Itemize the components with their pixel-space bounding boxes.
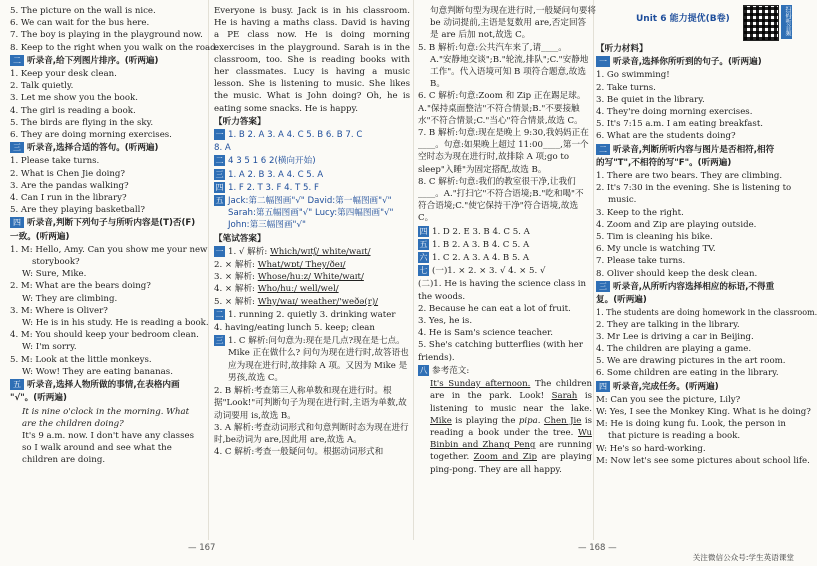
- answer-row: [214, 155, 410, 167]
- column-divider: [413, 0, 414, 540]
- text-line: 5. It's 7:15 a.m. I am eating breakfast.: [596, 119, 764, 130]
- section-number-badge: 二: [215, 156, 224, 166]
- answer-row: [214, 129, 410, 141]
- text-line: 6. What are the students doing?: [596, 131, 736, 142]
- section-1-heading: [596, 56, 792, 68]
- section-title: 听录音,选择人物所做的事情,在表格内画: [27, 380, 180, 391]
- dialogue-line: M: Can you see the picture, Lily?: [596, 394, 741, 405]
- essay-phrase: are playing ping-pong. They are all happy.: [430, 452, 592, 475]
- answer-text: 3. × 解析:: [214, 272, 258, 283]
- section-number-badge: 一: [215, 246, 224, 256]
- answer-line: [214, 283, 410, 295]
- answer-text: 句意判断句型为现在进行时,一般疑问句要将: [430, 6, 597, 16]
- section-number-badge: 三: [10, 142, 24, 153]
- text-line: 8. Keep to the right when you walk on the road.: [10, 42, 219, 53]
- answer-row: [418, 252, 592, 264]
- answer-row: [418, 265, 592, 277]
- answer-text: 1. √ 解析:: [228, 246, 270, 257]
- answer-text: 1. C 解析:问句意为:现在是几点?现在是七点。Mike 正在做什么? 问句为现在进行时,故答语也应为现在进行时,故排除 A 项。又因为 Mike 是男孩,故选 C。: [228, 336, 409, 383]
- section-number-badge: 八: [419, 365, 428, 375]
- text-line: 5. The picture on the wall is nice.: [10, 6, 156, 16]
- text-line: 7. The boy is playing in the playground now.: [10, 30, 203, 41]
- dialogue-line: 2. M: What are the bears doing?: [10, 281, 151, 292]
- answer-line: [214, 259, 410, 271]
- section-number-badge: 五: [215, 196, 224, 206]
- text-line: music.: [608, 195, 637, 206]
- essay-phrase: Wu Binbin and Zhang Peng: [430, 427, 593, 451]
- section-4-heading: [596, 381, 792, 393]
- answer-text: 5. × 解析:: [214, 296, 258, 307]
- answer-text: 5. B 解析:句意:公共汽车来了,请____。: [418, 42, 567, 53]
- text-line: 2. They are talking in the library.: [596, 319, 740, 330]
- section-title-cont: 复。(听两遍): [596, 295, 647, 306]
- section-number-badge: 三: [215, 169, 224, 179]
- answer-text: 4. C 解析:考查一般疑问句。根据动词形式和: [214, 447, 384, 458]
- text-line: 3. Mr Lee is driving a car in Beijing.: [596, 331, 754, 342]
- answer-text: be 动词提前,主语是复数用 are,否定回答: [430, 18, 587, 29]
- text-line: 4. Can I run in the library?: [10, 193, 127, 204]
- phonetic-text: What/wɒt/ They/ðeɪ/: [257, 260, 346, 271]
- answer-row: [214, 246, 410, 258]
- essay-phrase: are running together.: [430, 440, 593, 463]
- dialogue-line: 5. M: Look at the little monkeys.: [10, 354, 152, 365]
- answer-text: 4. He is Sam's science teacher.: [418, 328, 554, 339]
- section-title: 听录音,完成任务。(听两遍): [613, 381, 719, 392]
- footer-note: 关注微信公众号:学生英语课堂: [692, 553, 794, 562]
- answer-row: [214, 335, 410, 384]
- answer-text: 5. She's catching butterflies (with her friends).: [418, 340, 583, 363]
- text-line: 5. Are they playing basketball?: [10, 205, 145, 216]
- text-line: 8. Oliver should keep the desk clean.: [596, 268, 758, 279]
- essay-phrase: It's Sunday afternoon.: [430, 379, 531, 390]
- section-4-heading: [10, 217, 206, 229]
- listening-answers-heading: 【听力答案】: [214, 116, 266, 127]
- text-line: 2. What is Chen Jie doing?: [10, 168, 126, 179]
- answer-text: 1. B 2. A 3. B 4. C 5. A: [432, 239, 530, 250]
- section-number-badge: 二: [10, 55, 24, 66]
- section-number-badge: 三: [596, 281, 610, 292]
- dialogue-line: storybook?: [32, 257, 80, 268]
- dialogue-line: that picture is reading a book.: [608, 431, 741, 442]
- section-number-badge: 四: [10, 217, 24, 228]
- column-3: [418, 5, 597, 476]
- dialogue-line: W: They are climbing.: [22, 293, 118, 304]
- section-number-badge: 四: [596, 381, 610, 392]
- answer-row: [214, 169, 410, 181]
- text-line: 1. Go swimming!: [596, 70, 670, 81]
- section-3-heading: [10, 142, 206, 154]
- dialogue-line: 3. M: Where is Oliver?: [10, 305, 108, 316]
- essay-phrase: .: [537, 415, 541, 426]
- answer-row: [418, 365, 592, 377]
- essay-phrase: Zoom and Zip: [473, 452, 538, 463]
- answer-text: (一)1. × 2. × 3. √ 4. × 5. √: [432, 266, 546, 277]
- text-line: 5. The birds are flying in the sky.: [10, 117, 154, 128]
- phonetic-text: Which/wɪtʃ/ white/waɪt/: [269, 246, 371, 257]
- answer-text: 3. Yes, he is.: [418, 316, 473, 327]
- dialogue-line: W: He's so hard-working.: [596, 443, 706, 454]
- page-number-left: — 167: [188, 543, 216, 553]
- answer-text: 1. F 2. T 3. F 4. T 5. F: [228, 182, 319, 193]
- passage-text: It's 9 a.m. now. I don't have any classes so I walk around and see what the children are doing.: [22, 430, 194, 466]
- text-line: 3. Are the pandas walking?: [10, 180, 129, 191]
- answer-text: 1. B 2. A 3. A 4. C 5. B 6. B 7. C: [228, 130, 363, 141]
- text-line: 2. Talk quietly.: [10, 81, 74, 92]
- qr-label: 扫码听音频: [781, 5, 792, 39]
- section-number-badge: 一: [596, 56, 610, 67]
- section-number-badge: 四: [215, 182, 224, 192]
- dialogue-line: W: He is in his study. He is reading a book.: [22, 318, 209, 329]
- essay-phrase: is reading a book under the tree.: [430, 415, 593, 438]
- section-title: 听录音,选择你所听到的句子。(听两遍): [613, 57, 762, 68]
- written-answers-heading: 【笔试答案】: [214, 233, 266, 244]
- text-line: 4. The girl is reading a book.: [10, 105, 136, 116]
- listening-material-heading: 【听力材料】: [596, 44, 648, 54]
- answer-text: 8. A: [214, 143, 231, 154]
- phonetic-text: Whose/huːz/ White/waɪt/: [257, 272, 364, 283]
- answer-text: 1. running 2. quietly 3. drinking water: [228, 309, 396, 320]
- column-2: [214, 5, 410, 458]
- dialogue-line: W: Wow! They are eating bananas.: [22, 366, 173, 377]
- passage-intro: It is nine o'clock in the morning. What are the children doing?: [22, 406, 190, 429]
- qr-code-icon[interactable]: [743, 5, 779, 41]
- text-line: 6. Some children are eating in the library.: [596, 368, 779, 379]
- text-line: 4. The children are playing a game.: [596, 344, 752, 355]
- unit-header: [596, 5, 792, 41]
- unit-title: Unit 6 能力提优(B卷): [636, 14, 730, 24]
- section-title-cont: 的写"T",不相符的写"F"。(听两遍): [596, 157, 732, 168]
- column-1: [10, 5, 219, 467]
- section-number-badge: 二: [215, 309, 224, 319]
- answer-text: 7. B 解析:句意:现在是晚上 9:30,我妈妈正在____。句意:如果晚上超过 11:00____,第一个空时态为现在进行时,故排除 A 项;go to sleep"入睡"为固定搭配,故选 B。: [418, 128, 589, 175]
- section-number-badge: 五: [10, 379, 24, 390]
- text-line: 1. Please take turns.: [10, 156, 100, 167]
- section-5-heading: [10, 379, 206, 391]
- answer-text: 2. × 解析:: [214, 260, 258, 271]
- section-number-badge: 六: [419, 253, 428, 263]
- answer-row: [418, 239, 592, 251]
- answer-row: [214, 309, 410, 321]
- dialogue-line: 4. M: You should keep your bedroom clean.: [10, 330, 199, 341]
- section-number-badge: 三: [215, 336, 224, 346]
- essay-phrase: is playing the: [451, 415, 519, 426]
- text-line: 7. Please take turns.: [596, 256, 686, 267]
- answer-text: (二)1. He is having the science class in the woods.: [418, 279, 587, 302]
- answer-text: 8. C 解析:句意:我们的教室很干净,让我们____。A."打扫它"不符合语境;B."吃和喝"不符合语境;C."使它保持干净"符合语境,故选 C。: [418, 176, 584, 224]
- answer-row: [214, 182, 410, 194]
- answer-text: A."安静地交谈";B."轮流,排队";C."安静地工作"。代入语境可知 B 项符合题意,故选 B。: [430, 54, 589, 90]
- dialogue-line: M: Now let's see some pictures about school life.: [596, 455, 810, 466]
- text-line: 3. Let me show you the book.: [10, 93, 138, 104]
- text-line: 2. Take turns.: [596, 82, 656, 93]
- section-number-badge: 四: [419, 226, 428, 236]
- section-number-badge: 一: [215, 130, 224, 140]
- text-line: 3. Be quiet in the library.: [596, 94, 705, 105]
- dialogue-line: W: I'm sorry.: [22, 342, 77, 353]
- answer-row: [214, 195, 410, 232]
- text-line: 1. The students are doing homework in the classroom.: [596, 308, 817, 318]
- column-divider: [208, 0, 209, 540]
- phonetic-text: Why/waɪ/ weather/'weðə(r)/: [257, 296, 379, 307]
- text-line: 1. Keep your desk clean.: [10, 69, 117, 80]
- answer-line: [214, 271, 410, 283]
- essay-phrase: Sarah: [551, 391, 578, 402]
- answer-text: 1. A 2. B 3. A 4. C 5. A: [228, 169, 324, 180]
- text-line: 5. We are drawing pictures in the art room.: [596, 356, 786, 367]
- section-title: 听录音,给下列图片排序。(听两遍): [27, 55, 159, 66]
- dialogue-line: W: Sure, Mike.: [22, 269, 87, 280]
- answer-text: 2. Because he can eat a lot of fruit.: [418, 303, 571, 314]
- page-number-value: 167: [199, 543, 216, 553]
- answer-text: 4. × 解析:: [214, 284, 258, 295]
- essay-phrase: Mike: [430, 415, 452, 426]
- answer-text: 4. having/eating lunch 5. keep; clean: [214, 323, 375, 334]
- dialogue-line: 1. M: Hello, Amy. Can you show me your new: [10, 244, 208, 255]
- answer-text: 2. B 解析:考查第三人称单数和现在进行时。根据"Look!"可判断句子为现在进行时,主语为单数,故动词要用 is,故选 B。: [214, 386, 407, 421]
- text-line: 2. It's 7:30 in the evening. She is listening to: [596, 183, 792, 194]
- section-2-heading: [10, 55, 206, 67]
- text-line: 6. They are doing morning exercises.: [10, 130, 172, 141]
- text-line: 3. Keep to the right.: [596, 207, 684, 218]
- page-number-value: 168: [589, 543, 606, 553]
- section-title-cont: "√"。(听两遍): [10, 393, 67, 404]
- text-line: 4. Zoom and Zip are playing outside.: [596, 219, 757, 230]
- section-3-heading: [596, 281, 792, 293]
- section-number-badge: 七: [419, 266, 428, 276]
- text-line: 6. We can wait for the bus here.: [10, 18, 150, 29]
- answer-text: 6. C 解析:句意:Zoom 和 Zip 正在踢足球。A."保持桌面整洁"不符合情景;B."不要接触水"不符合情景;C."当心"符合情景,故选 C。: [418, 91, 586, 126]
- essay-phrase: pipa: [518, 415, 538, 426]
- answer-text: 参考范文:: [432, 365, 470, 376]
- text-line: 5. Tim is cleaning his bike.: [596, 232, 713, 243]
- essay-phrase: The children are in the park. Look!: [430, 379, 592, 402]
- section-title: 听录音,选择合适的答句。(听两遍): [27, 143, 159, 154]
- answer-text: Jack:第二幅图画"√" David:第一幅图画"√" Sarah:第五幅图画"√" Lucy:第四幅图画"√" John:第三幅图画"√": [228, 196, 394, 231]
- answer-text: 是 are 后加 not,故选 C。: [430, 30, 531, 41]
- column-4: [596, 5, 817, 467]
- answer-text: 3. A 解析:考查动词形式和句意判断时态为现在进行时,be动词为 are,因此用 are,故选 A。: [214, 422, 409, 445]
- essay-phrase: Chen Jie: [543, 415, 582, 426]
- sample-essay: [418, 378, 592, 476]
- answer-text: 1. D 2. E 3. B 4. C 5. A: [432, 226, 530, 237]
- answer-line: [214, 296, 410, 308]
- dialogue-line: W: Yes, I see the Monkey King. What is he doing?: [596, 407, 811, 418]
- section-number-badge: 五: [419, 239, 428, 249]
- section-number-badge: 二: [596, 144, 610, 155]
- dialogue-line: M: He is doing kung fu. Look, the person in: [596, 419, 786, 430]
- text-line: 1. There are two bears. They are climbing.: [596, 171, 783, 182]
- answer-text: 4 3 5 1 6 2(横向开始): [228, 156, 316, 167]
- phonetic-text: Who/huː/ well/wel/: [257, 284, 339, 295]
- passage-text: Everyone is busy. Jack is in his classroom. He is having a maths class. David is having a PE class now. He is doing morning exercises in the playground. Sarah is in the classroom, too. She is reading books with her classmates. Lucy is having a music lesson. She is listening to music. She likes the music. What is John doing? Oh, he is eating some snacks. He is happy.: [214, 6, 410, 114]
- text-line: 6. My uncle is watching TV.: [596, 244, 716, 255]
- answer-row: [418, 226, 592, 238]
- page-number-right: — 168 —: [578, 543, 617, 553]
- answer-text: 1. C 2. A 3. A 4. B 5. A: [432, 253, 530, 264]
- section-title: 听录音,从所听内容选择相应的标语,不得重: [613, 281, 775, 292]
- section-title: 听录音,判断所听内容与图片是否相符,相符: [613, 144, 775, 155]
- essay-phrase: is listening to music near the lake.: [430, 391, 592, 414]
- column-divider: [593, 0, 594, 540]
- section-title-cont: 一致。(听两遍): [10, 231, 70, 242]
- section-title: 听录音,判断下列句子与所听内容是(T)否(F): [27, 218, 196, 229]
- text-line: 4. They're doing morning exercises.: [596, 107, 753, 118]
- section-2-heading: [596, 144, 792, 156]
- qr-block[interactable]: [743, 5, 792, 41]
